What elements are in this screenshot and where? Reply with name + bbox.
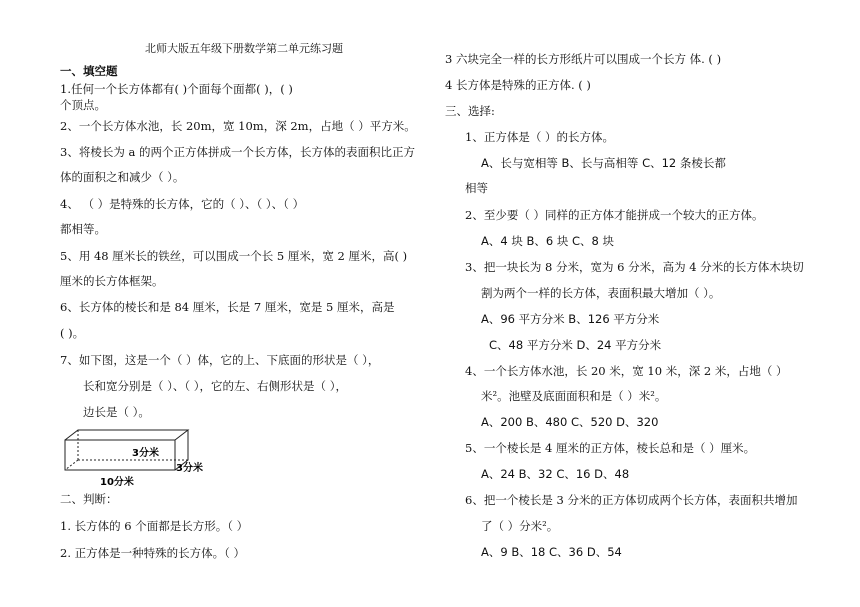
fill-q7-line1: 7、如下图，这是一个（ ）体，它的上、下底面的形状是（ ）， — [60, 353, 380, 367]
fill-q4-line1: 4、 （ ）是特殊的长方体，它的（ ）、（ ）、（ ） — [60, 197, 305, 211]
judge-q4: 4 长方体是特殊的正方体. ( ) — [445, 78, 591, 92]
choice-q3-line1: 3、把一块长为 8 分米，宽为 6 分米，高为 4 分米的长方体木块切 — [465, 260, 804, 274]
cuboid-hidden-edges — [65, 430, 188, 470]
fill-q6-line1: 6、长方体的棱长和是 84 厘米，长是 7 厘米，宽是 5 厘米，高是 — [60, 300, 395, 314]
fill-q6-line2: ( )。 — [60, 326, 85, 340]
fill-q3-line2: 体的面积之和减少（ ）。 — [60, 170, 185, 184]
choice-q5: 5、一个棱长是 4 厘米的正方体，棱长总和是（ ）厘米。 — [465, 441, 756, 455]
choice-q1-options-line1: A、长与宽相等 B、长与高相等 C、12 条棱长都 — [481, 156, 726, 170]
choice-q6-line1: 6、把一个棱长是 3 分米的正方体切成两个长方体，表面积共增加 — [465, 493, 798, 507]
section-fill-blank-heading: 一、填空题 — [60, 64, 118, 78]
judge-q1: 1. 长方体的 6 个面都是长方形。（ ） — [60, 519, 249, 533]
cuboid-figure — [60, 425, 220, 490]
judge-q3: 3 六块完全一样的长方形纸片可以围成一个长方 体. ( ) — [445, 52, 722, 66]
choice-q3-options-line2: C、48 平方分米 D、24 平方分米 — [489, 338, 662, 352]
cuboid-top-face — [65, 430, 188, 440]
cuboid-depth-label: 3分米 — [176, 463, 203, 474]
choice-q2-options: A、4 块 B、6 块 C、8 块 — [481, 234, 615, 248]
choice-q4-line2: 米²。池壁及底面面积和是（ ）米²。 — [481, 389, 667, 403]
judge-q2: 2. 正方体是一种特殊的长方体。（ ） — [60, 546, 246, 560]
fill-q4-line2: 都相等。 — [60, 222, 106, 236]
section-judge-heading: 二、判断： — [60, 492, 118, 506]
choice-q2: 2、至少要（ ）同样的正方体才能拼成一个较大的正方体。 — [465, 208, 764, 222]
worksheet-title: 北师大版五年级下册数学第二单元练习题 — [145, 42, 343, 55]
choice-q5-options: A、24 B、32 C、16 D、48 — [481, 467, 630, 481]
section-choice-heading: 三、选择: — [445, 104, 495, 118]
fill-q1-line2: 个顶点。 — [60, 98, 106, 112]
fill-q3-line1: 3、将棱长为 a 的两个正方体拼成一个长方体，长方体的表面积比正方 — [60, 145, 415, 159]
choice-q1: 1、正方体是（ ）的长方体。 — [465, 130, 614, 144]
choice-q4-options: A、200 B、480 C、520 D、320 — [481, 415, 659, 429]
choice-q1-options-line2: 相等 — [465, 181, 488, 195]
choice-q3-options-line1: A、96 平方分米 B、126 平方分米 — [481, 312, 660, 326]
fill-q7-line3: 边长是（ ）。 — [83, 405, 150, 419]
fill-q1-line1: 1.任何一个长方体都有( )个面每个面都( )，( ) — [60, 82, 293, 96]
choice-q6-options: A、9 B、18 C、36 D、54 — [481, 545, 622, 559]
fill-q2: 2、一个长方体水池，长 20m，宽 10m，深 2m，占地（ ）平方米。 — [60, 119, 416, 133]
cuboid-length-label: 10分米 — [100, 477, 134, 488]
choice-q4-line1: 4、一个长方体水池，长 20 米，宽 10 米，深 2 米，占地（ ） — [465, 364, 788, 378]
fill-q7-line2: 长和宽分别是（ ）、（ ），它的左、右侧形状是（ ）， — [83, 379, 347, 393]
fill-q5-line1: 5、用 48 厘米长的铁丝，可以围成一个长 5 厘米，宽 2 厘米，高( ) — [60, 249, 408, 263]
choice-q3-line2: 割为两个一样的长方体，表面积最大增加（ ）。 — [481, 286, 721, 300]
choice-q6-line2: 了（ ）分米²。 — [481, 519, 559, 533]
cuboid-height-label: 3分米 — [132, 448, 159, 459]
fill-q5-line2: 厘米的长方体框架。 — [60, 274, 164, 288]
